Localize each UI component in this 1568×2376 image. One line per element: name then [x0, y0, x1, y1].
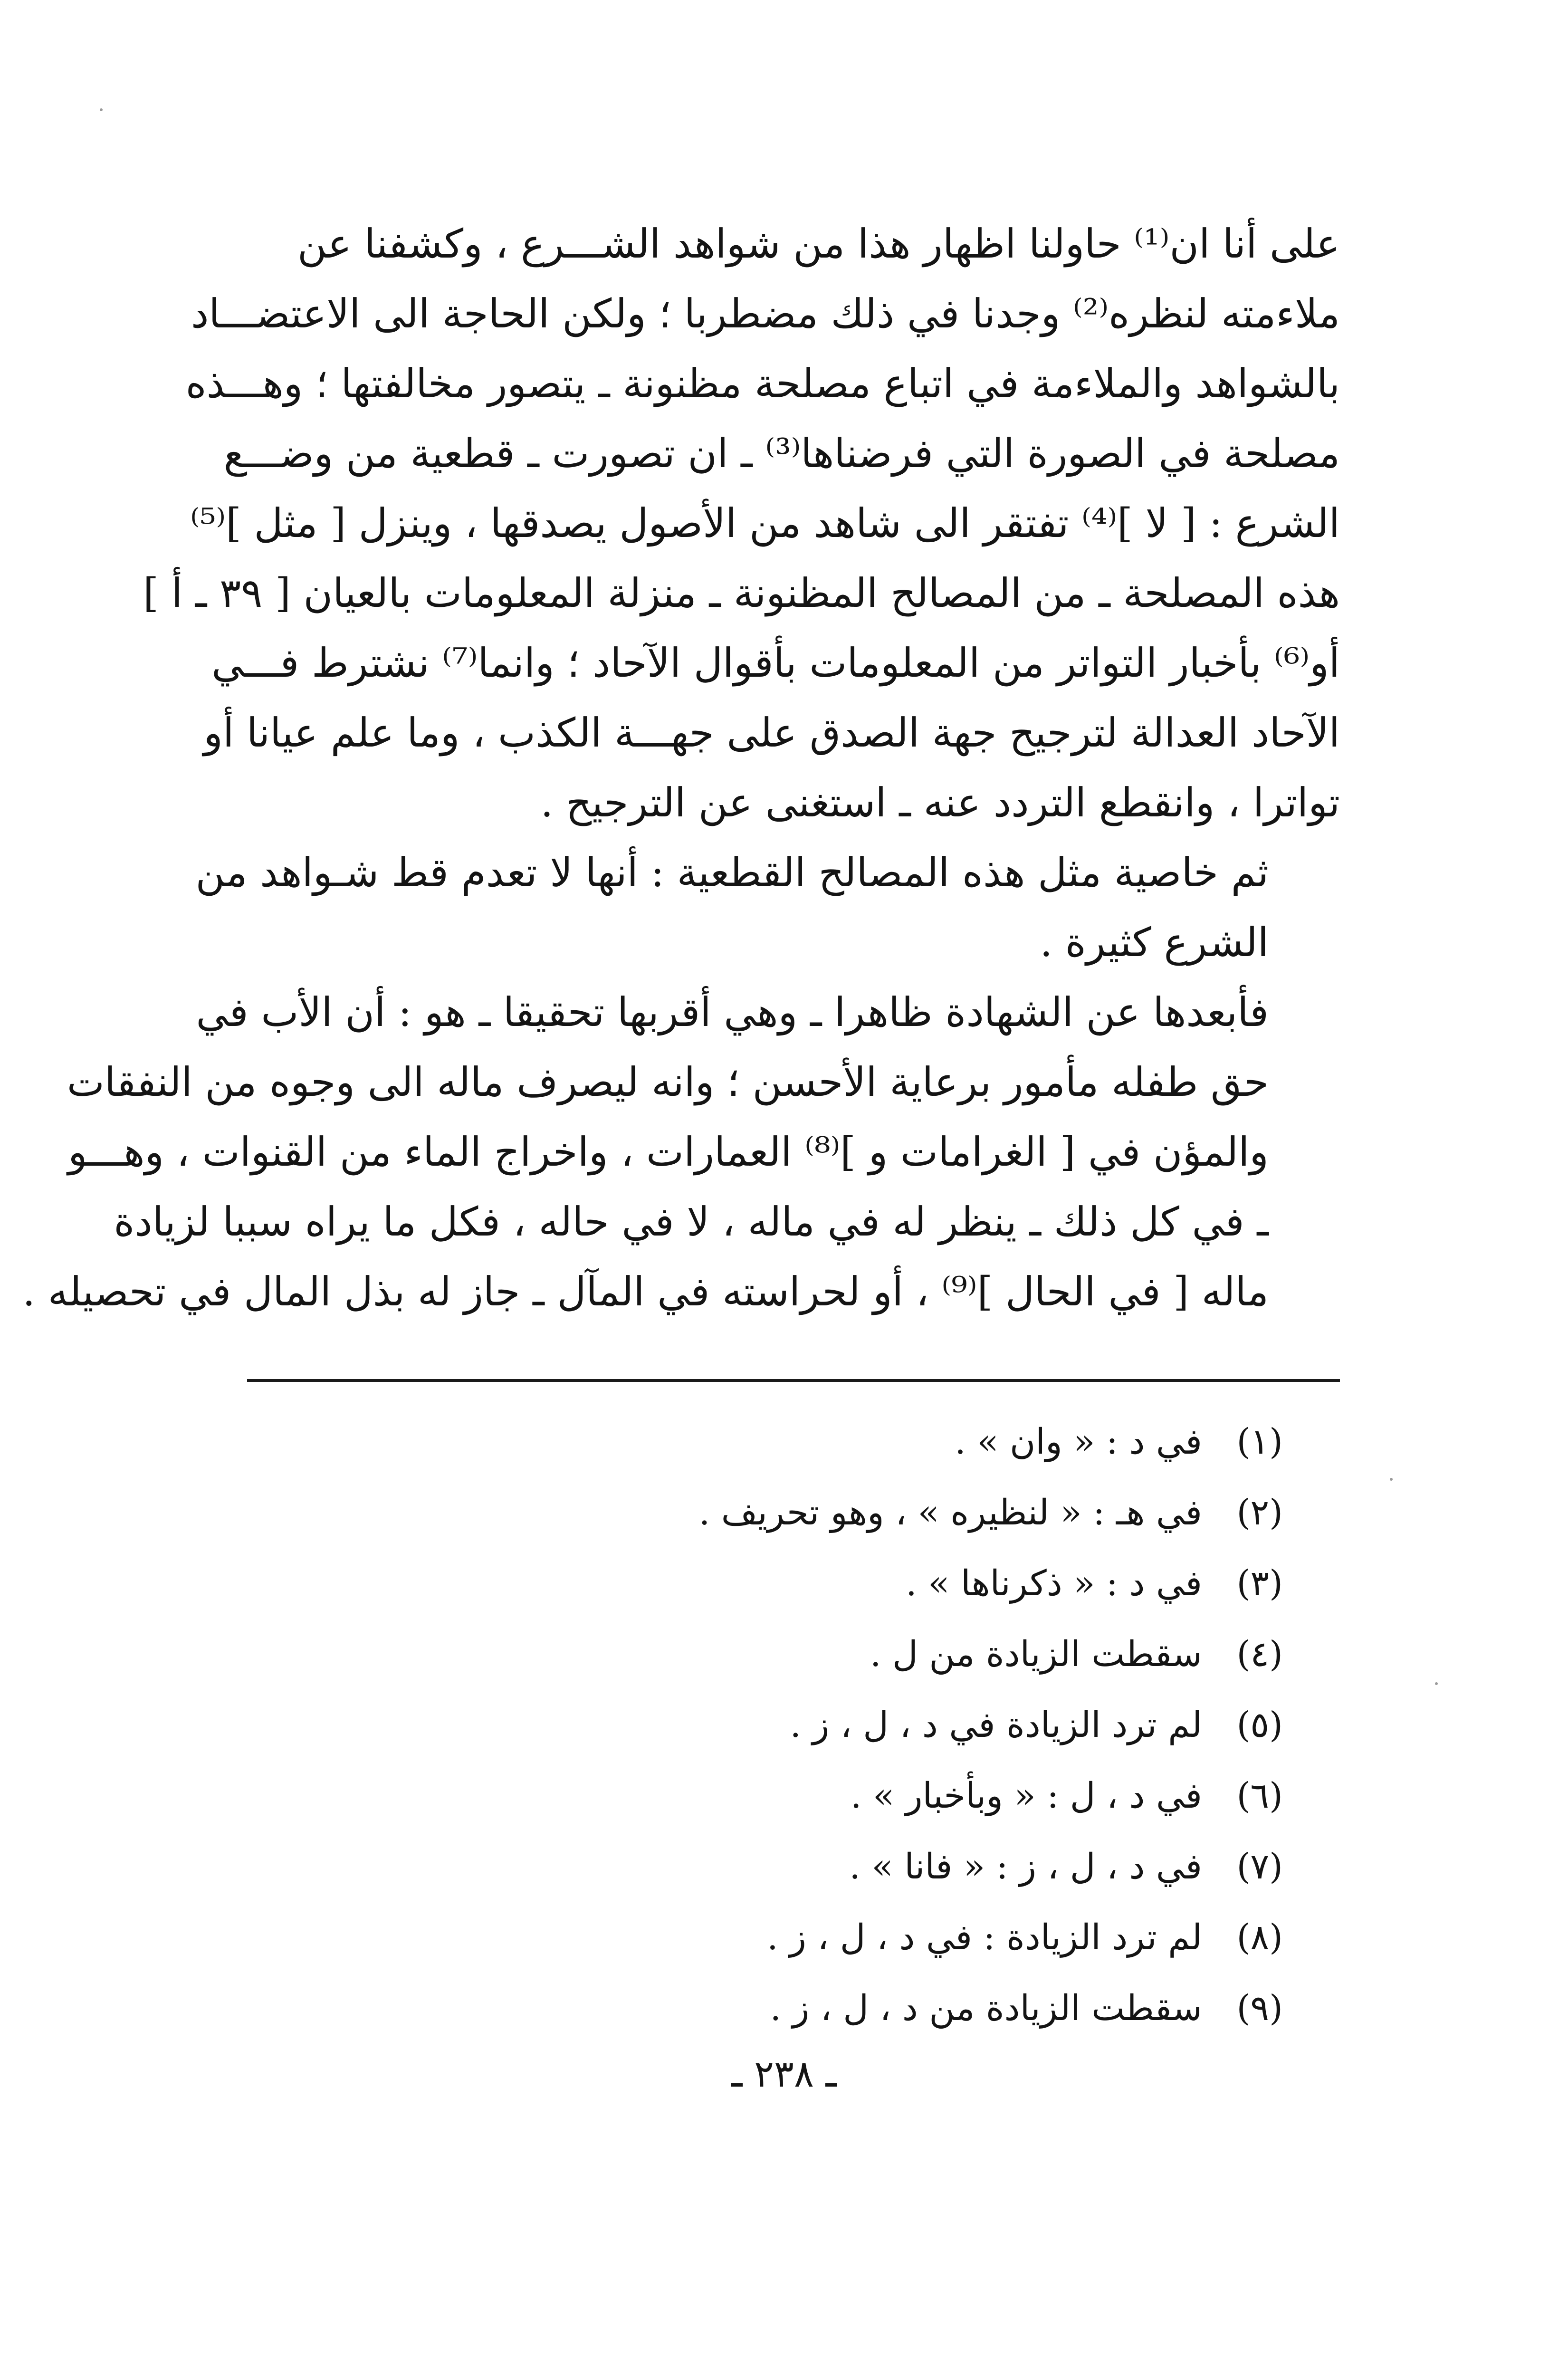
text-line: على أنا ان⁽¹⁾ حاولنا اظهار هذا من شواهد الشـــرع ، وكشفنا عن: [297, 220, 1340, 267]
footnote-number: (٥): [1236, 1705, 1283, 1745]
scan-speck: [100, 108, 103, 111]
footnote-number: (٩): [1236, 1988, 1283, 2029]
text-line: ماله [ في الحال ]⁽⁹⁾ ، أو لحراسته في المآل ـ جاز له بذل المال في تحصيله .: [22, 1268, 1269, 1315]
text-line: ـ في كل ذلك ـ ينظر له في ماله ، لا في حاله ، فكل ما يراه سببا لزيادة: [114, 1198, 1269, 1245]
text-line: مصلحة في الصورة التي فرضناها⁽³⁾ ـ ان تصورت ـ قطعية من وضـــع: [223, 430, 1340, 477]
page-number: ـ ٢٣٨ ـ: [731, 2053, 837, 2096]
footnote: [475, 1477, 1283, 1548]
text-line: هذه المصلحة ـ من المصالح المظنونة ـ منزلة المعلومات بالعيان [ ٣٩ ـ أ ]: [143, 570, 1340, 616]
text-line: ملاءمته لنظره⁽²⁾ وجدنا في ذلك مضطربا ؛ ولكن الحاجة الى الاعتضـــاد: [191, 290, 1340, 337]
footnote-number: (١): [1236, 1421, 1283, 1462]
footnote-text: سقطت الزيادة من ل .: [870, 1634, 1202, 1675]
text-line: بالشواهد والملاءمة في اتباع مصلحة مظنونة ـ يتصور مخالفتها ؛ وهـــذه: [185, 360, 1340, 407]
text-line: فأبعدها عن الشهادة ظاهرا ـ وهي أقربها تحقيقا ـ هو : أن الأب في: [196, 989, 1269, 1035]
scan-speck: [1435, 1682, 1438, 1685]
paragraph-1: [143, 209, 1340, 838]
footnote-number: (٧): [1236, 1846, 1283, 1887]
footnote: [475, 1690, 1283, 1761]
text-line: الآحاد العدالة لترجيح جهة الصدق على جهـــة الكذب ، وما علم عيانا أو: [203, 709, 1340, 756]
footnote-text: في د ، ل : « وبأخبار » .: [850, 1775, 1202, 1816]
footnote: [475, 1761, 1283, 1831]
footnote: [475, 1973, 1283, 2044]
footnote-number: (٤): [1236, 1634, 1283, 1675]
paragraph-3: [22, 977, 1340, 1327]
footnote: [475, 1831, 1283, 1902]
paragraph-2: [195, 838, 1340, 977]
footnote-number: (٢): [1236, 1492, 1283, 1533]
footnote-text: في د : « وان » .: [955, 1421, 1202, 1462]
text-line: أو⁽⁶⁾ بأخبار التواتر من المعلومات بأقوال الآحاد ؛ وانما⁽⁷⁾ نشترط فـــي: [211, 640, 1340, 686]
footnotes: [475, 1407, 1283, 2044]
footnote-text: لم ترد الزيادة : في د ، ل ، ز .: [767, 1917, 1202, 1958]
footnote: [475, 1619, 1283, 1690]
text-line: الشرع : [ لا ]⁽⁴⁾ تفتقر الى شاهد من الأصول يصدقها ، وينزل [ مثل ]⁽⁵⁾: [190, 500, 1340, 546]
scan-speck: [1390, 1478, 1393, 1481]
footnote: [475, 1902, 1283, 1973]
text-line: الشرع كثيرة .: [1040, 919, 1269, 966]
footnote-number: (٦): [1236, 1775, 1283, 1816]
footnote-divider: [247, 1379, 1340, 1382]
footnote: [475, 1407, 1283, 1477]
text-line: حق طفله مأمور برعاية الأحسن ؛ وانه ليصرف ماله الى وجوه من النفقات: [67, 1059, 1269, 1105]
footnote-number: (٨): [1236, 1917, 1283, 1958]
footnote-text: في د ، ل ، ز : « فانا » .: [849, 1846, 1202, 1887]
footnote-text: في هـ : « لنظيره » ، وهو تحريف .: [698, 1492, 1202, 1533]
text-line: تواترا ، وانقطع التردد عنه ـ استغنى عن الترجيح .: [540, 779, 1340, 826]
footnote-number: (٣): [1236, 1563, 1283, 1604]
footnote-text: سقطت الزيادة من د ، ل ، ز .: [770, 1988, 1202, 2029]
footnote: [475, 1548, 1283, 1619]
footnote-text: في د : « ذكرناها » .: [906, 1563, 1202, 1604]
text-line: ثم خاصية مثل هذه المصالح القطعية : أنها لا تعدم قط شـواهد من: [195, 849, 1269, 896]
text-line: والمؤن في [ الغرامات و ]⁽⁸⁾ العمارات ، واخراج الماء من القنوات ، وهـــو: [67, 1129, 1269, 1175]
main-text: [22, 209, 1340, 1327]
footnote-text: لم ترد الزيادة في د ، ل ، ز .: [790, 1705, 1202, 1745]
